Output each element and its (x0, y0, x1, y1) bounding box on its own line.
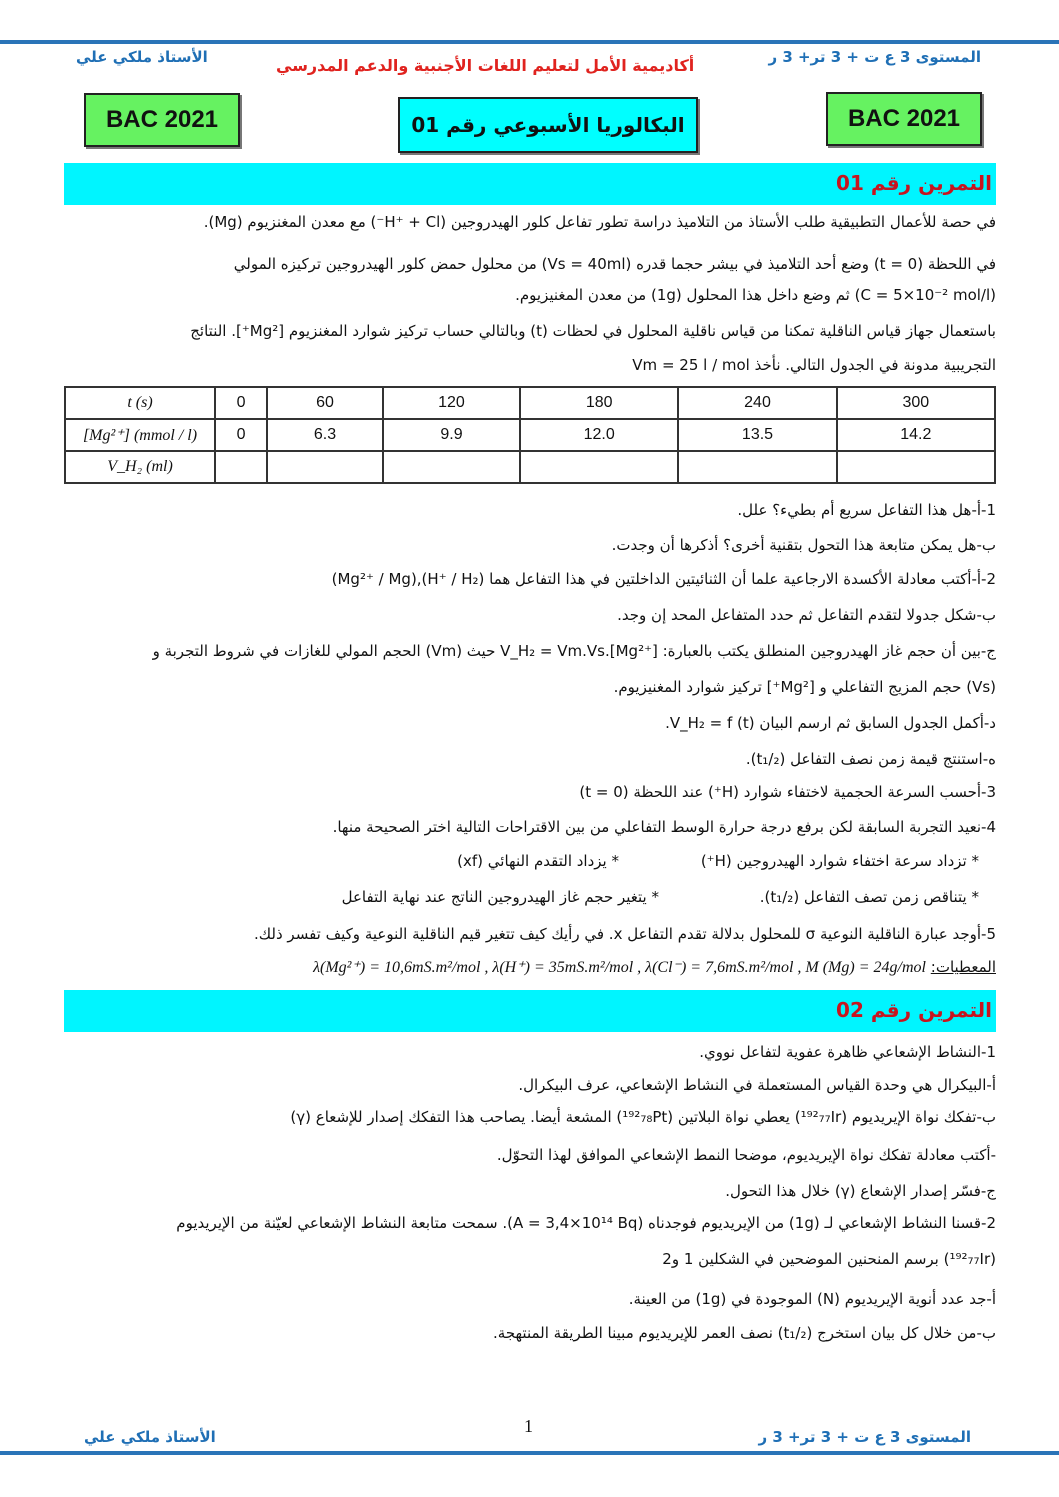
ex1-option-2: * يزداد التقدم النهائي (xf) (457, 852, 619, 870)
ex1-option-4: * يتغير حجم غاز الهيدروجين الناتج عند نهاية التفاعل (341, 888, 659, 906)
ex1-question-2e: ه-استنتج قيمة زمن نصف التفاعل (t₁/₂). (745, 750, 996, 768)
table-cell: 9.9 (383, 419, 520, 451)
bac-badge-right: BAC 2021 (826, 92, 982, 146)
footer-rule (0, 1451, 1059, 1455)
table-cell (837, 451, 995, 483)
ex2-line-7: (¹⁹²₇₇Ir) برسم المنحنين الموضحين في الشكلين 1 و2 (662, 1250, 996, 1268)
ex2-line-1: 1-النشاط الإشعاعي ظاهرة عفوية لتفاعل نووي. (699, 1043, 996, 1061)
table-row (65, 419, 995, 451)
ex1-question-3: 3-أحسب السرعة الحجمية لاختفاء شوارد (H⁺) عند اللحظة (t = 0) (579, 783, 996, 801)
ex1-question-2c-cont: (Vs) حجم المزيج التفاعلي و [Mg²⁺] تركيز شوارد المغنيزيوم. (613, 678, 996, 696)
table-cell: 240 (678, 387, 836, 419)
table-cell (215, 451, 267, 483)
ex1-question-2d: د-أكمل الجدول السابق ثم ارسم البيان V_H₂ = f (t). (665, 714, 996, 732)
page-number: 1 (524, 1416, 533, 1436)
footer-teacher: الأستاذ ملكي علي (84, 1428, 216, 1446)
table-cell (267, 451, 383, 483)
table-row-label: [Mg²⁺] (mmol / l) (65, 419, 215, 451)
ex1-option-1: * تزداد سرعة اختفاء شوارد الهيدروجين (H⁺) (700, 852, 979, 870)
ex2-line-3: ب-تفكك نواة الإيريديوم (¹⁹²₇₇Ir) يعطي نواة البلاتين (¹⁹²₇₈Pt) المشعة أيضا. يصاحب هذا التفكك إصدار للإشعاع (γ) (290, 1108, 996, 1126)
ex1-line-5: التجريبية مدونة في الجدول التالي. نأخذ Vm = 25 l / mol (632, 356, 996, 374)
ex2-line-6: 2-قسنا النشاط الإشعاعي لـ (1g) من الإيريديوم فوجدناه (A = 3,4×10¹⁴ Bq). سمحت متابعة النشاط الإشعاعي لعيّنة من الإيريديوم (176, 1214, 996, 1232)
ex2-line-9: ب-من خلال كل بيان استخرج (t₁/₂) نصف العمر للإيريديوم مبينا الطريقة المنتهجة. (493, 1324, 996, 1342)
ex1-line-1: في حصة للأعمال التطبيقية طلب الأستاذ من التلاميذ دراسة تطور تفاعل كلور الهيدروجين (H⁺ + Cl⁻) مع معدن المغنزيوم (Mg). (203, 213, 996, 231)
table-cell: 180 (520, 387, 678, 419)
ex1-question-2b: ب-شكل جدولا لتقدم التفاعل ثم حدد المتفاعل المحد إن وجد. (617, 606, 996, 624)
table-cell: 0 (215, 419, 267, 451)
table-cell (383, 451, 520, 483)
ex1-question-1a: 1-أ-هل هذا التفاعل سريع أم بطيء؟ علل. (737, 501, 996, 519)
table-cell: 0 (215, 387, 267, 419)
given-values: λ(Mg²⁺) = 10,6mS.m²/mol , λ(H⁺) = 35mS.m²/mol , λ(Cl⁻) = 7,6mS.m²/mol , M (Mg) = 24g/mol (313, 959, 926, 976)
ex1-line-2: في اللحظة (t = 0) وضع أحد التلاميذ في بيشر حجما قدره (Vs = 40ml) من محلول حمض كلور الهيدروجين تركيزه المولي (233, 255, 996, 273)
header-academy: أكاديمية الأمل لتعليم اللغات الأجنبية والدعم المدرسي (276, 56, 695, 75)
table-cell: 60 (267, 387, 383, 419)
measurement-table (64, 386, 996, 484)
exercise-1-header (64, 163, 996, 205)
ex2-line-4: -أكتب معادلة تفكك نواة الإيريديوم، موضحا النمط الإشعاعي الموافق لهذا التحوّل. (496, 1146, 996, 1164)
table-cell (678, 451, 836, 483)
ex2-line-2: أ-البيكرال هي وحدة القياس المستعملة في النشاط الإشعاعي، عرف البيكرال. (518, 1076, 996, 1094)
table-cell: 13.5 (678, 419, 836, 451)
footer-level: المستوى 3 ع ت + 3 تر+ 3 ر (758, 1428, 971, 1446)
ex1-line-3: (C = 5×10⁻² mol/l) ثم وضع داخل هذا المحلول (1g) من معدن المغنيزيوم. (515, 286, 996, 304)
header-level: المستوى 3 ع ت + 3 تر+ 3 ر (768, 48, 981, 66)
bac-badge-left: BAC 2021 (84, 93, 240, 147)
table-row (65, 451, 995, 483)
ex1-given (313, 957, 996, 977)
ex1-question-2a: 2-أ-أكتب معادلة الأكسدة الارجاعية علما أن الثنائيتين الداخلتين في هذا التفاعل هما (H⁺ / H₂),(Mg²⁺ / Mg) (331, 570, 996, 588)
table-row (65, 387, 995, 419)
ex1-question-4: 4-نعيد التجربة السابقة لكن برفع درجة حرارة الوسط التفاعلي من بين الاقتراحات التالية اختر الصحيحة منها. (332, 818, 996, 836)
exercise-2-header (64, 990, 996, 1032)
ex1-option-3: * يتناقص زمن تصف التفاعل (t₁/₂). (759, 888, 979, 906)
table-cell: 300 (837, 387, 995, 419)
table-cell: 14.2 (837, 419, 995, 451)
ex2-line-5: ج-فسّر إصدار الإشعاع (γ) خلال هذا التحول. (725, 1182, 996, 1200)
header-rule (0, 40, 1059, 44)
exercise-1-title: التمرين رقم 01 (836, 171, 992, 195)
ex1-question-5: 5-أوجد عبارة الناقلية النوعية σ للمحلول بدلالة تقدم التفاعل x. في رأيك كيف تتغير قيم الناقلية النوعية وكيف تفسر ذلك. (254, 925, 996, 943)
ex1-question-1b: ب-هل يمكن متابعة هذا التحول بتقنية أخرى؟ أذكرها أن وجدت. (611, 536, 996, 554)
ex1-question-2c: ج-بين أن حجم غاز الهيدروجين المنطلق يكتب بالعبارة: V_H₂ = Vm.Vs.[Mg²⁺] حيث (Vm) الحجم المولي للغازات في شروط التجربة و (152, 642, 996, 660)
header-teacher: الأستاذ ملكي علي (76, 48, 208, 66)
exercise-2-title: التمرين رقم 02 (836, 998, 992, 1022)
table-cell: 120 (383, 387, 520, 419)
exam-title: البكالوريا الأسبوعي رقم 01 (398, 97, 698, 153)
table-cell: 6.3 (267, 419, 383, 451)
table-row-label: t (s) (65, 387, 215, 419)
table-cell (520, 451, 678, 483)
table-cell: 12.0 (520, 419, 678, 451)
ex1-line-4: باستعمال جهاز قياس الناقلية تمكنا من قياس ناقلية المحلول في لحظات (t) وبالتالي حساب تركيز شوارد المغنزيوم [Mg²⁺]. النتائج (190, 322, 996, 340)
table-row-label: V_H₂ (ml) (65, 451, 215, 483)
ex2-line-8: أ-جد عدد أنوية الإيريديوم (N) الموجودة في (1g) من العينة. (628, 1290, 996, 1308)
given-label: المعطيات: (930, 958, 996, 976)
